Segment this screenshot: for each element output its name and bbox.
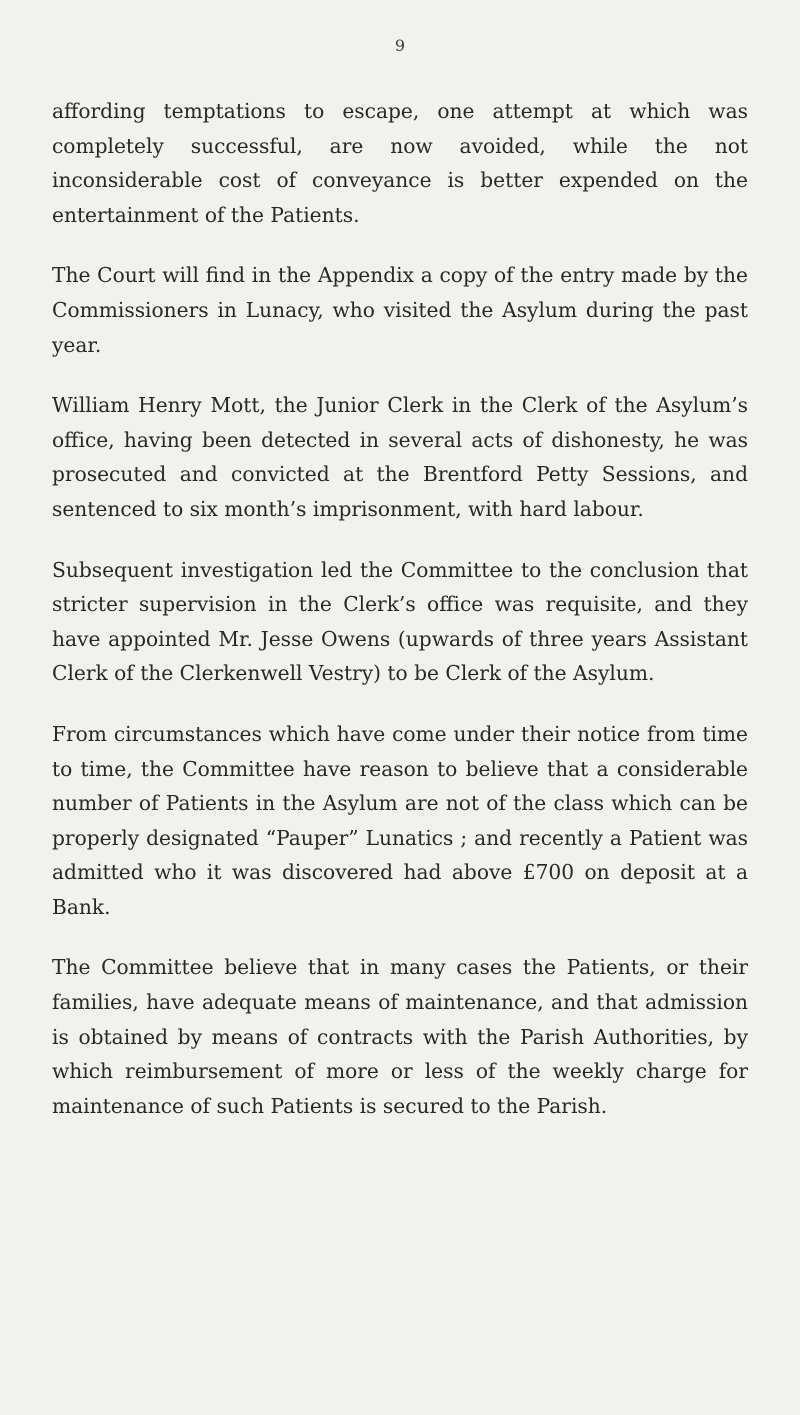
paragraph-4: Subsequent investigation led the Committee to the conclusion that stricter supervision in the Clerk’s office was requisite, and they have appointed Mr. Jesse Owens (upwards of three years Assistant Clerk of the Clerkenwell Vestry) to be Clerk of the Asylum. xyxy=(52,557,748,686)
page-number: 9 xyxy=(394,36,406,55)
paragraph-3: William Henry Mott, the Junior Clerk in the Clerk of the Asylum’s office, having been detected in several acts of dishonesty, he was prosecuted and convicted at the Brentford Petty Sessions, and sentenced to six month’s imprisonment, with hard labour. xyxy=(52,393,748,521)
paragraph-5: From circumstances which have come under their notice from time to time, the Committee have reason to believe that a considerable number of Patients in the Asylum are not of the class which can be properly designated “Pauper” Lunatics ; and recently a Patient was admitted who it was discovered had above £700 on deposit at a Bank. xyxy=(52,721,748,919)
paragraph-1: affording temptations to escape, one attempt at which was completely successful, are now avoided, while the not inconsiderable cost of conveyance is better expended on the entertainment of the Patients. xyxy=(52,99,748,227)
body-text xyxy=(52,94,748,1123)
paragraph-6: The Committee believe that in many cases the Patients, or their families, have adequate means of maintenance, and that admission is obtained by means of contracts with the Parish Authorities, by which reimbursement of more or less of the weekly charge for maintenance of such Patients is secured to the Parish. xyxy=(52,955,748,1118)
paragraph-2: The Court will find in the Appendix a copy of the entry made by the Commissioners in Lunacy, who visited the Asylum during the past year. xyxy=(52,263,748,357)
